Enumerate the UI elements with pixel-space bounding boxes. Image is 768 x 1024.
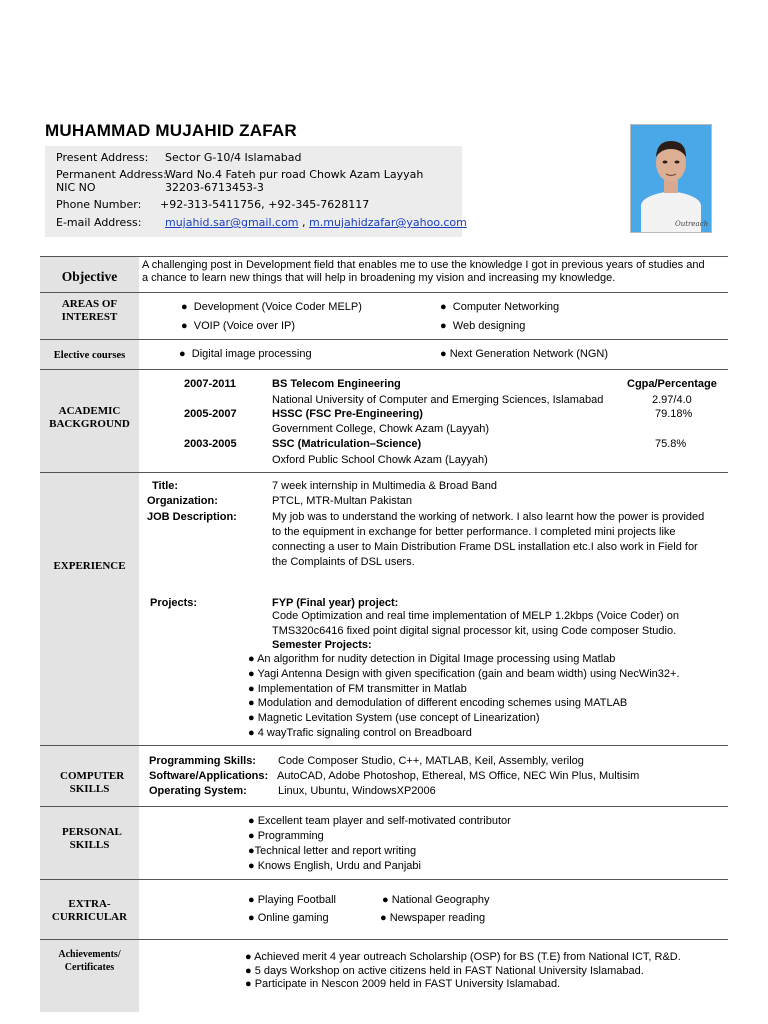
interest-item: ● Development (Voice Coder MELP): [181, 301, 362, 313]
divider: [40, 256, 728, 257]
present-address-label: Present Address:: [56, 151, 149, 164]
personal-skill: ●Technical letter and report writing: [248, 845, 417, 857]
skill-label: Operating System:: [149, 785, 247, 797]
academic-years: 2005-2007: [184, 408, 237, 420]
personal-skill: ● Knows English, Urdu and Panjabi: [248, 860, 421, 872]
semester-project: ● Modulation and demodulation of different encoding schemes using MATLAB: [248, 697, 628, 709]
academic-institute: Government College, Chowk Azam (Layyah): [272, 423, 490, 435]
divider: [40, 339, 728, 340]
phone-number: +92-313-5411756, +92-345-7628117: [160, 198, 370, 211]
achievement-item: ● 5 days Workshop on active citizens held in FAST National University Islamabad.: [245, 965, 644, 977]
email-link-gmail[interactable]: mujahid.sar@gmail.com: [165, 216, 299, 229]
exp-job-line: My job was to understand the working of network. I also learnt how the power is provided: [272, 511, 705, 523]
academic-score: 75.8%: [655, 438, 687, 450]
section-extra-curricular: EXTRA-CURRICULAR: [51, 898, 128, 923]
elective-item: ● Next Generation Network (NGN): [440, 348, 609, 360]
skill-label: Programming Skills:: [149, 755, 256, 767]
exp-job-line: connecting a user to Main Distribution Frame DSL installation etc.I also work in Field for: [272, 541, 698, 553]
divider: [40, 292, 728, 293]
skill-label: Software/Applications:: [149, 770, 269, 782]
section-experience: EXPERIENCE: [53, 560, 126, 572]
fyp-title: FYP (Final year) project:: [272, 597, 399, 609]
achievement-item: ● Participate in Nescon 2009 held in FAST University Islamabad.: [245, 978, 561, 990]
interest-item: ● Computer Networking: [440, 301, 560, 313]
divider: [40, 939, 728, 940]
objective-line-1: A challenging post in Development field that enables me to use the knowledge I got in previous years of studies and: [142, 259, 705, 271]
interest-item: ● Web designing: [440, 320, 526, 332]
photo-shirt-logo: Outreach: [675, 220, 709, 228]
email-label: E-mail Address:: [56, 216, 142, 229]
academic-institute: National University of Computer and Emerging Sciences, Islamabad: [272, 394, 604, 406]
phone-label: Phone Number:: [56, 198, 142, 211]
semester-project: ● Yagi Antenna Design with given specification (gain and beam width) using NecWin32+.: [248, 668, 680, 680]
semester-project: ● Magnetic Levitation System (use concept of Linearization): [248, 712, 540, 724]
section-objective: Objective: [61, 269, 118, 284]
personal-skill: ● Programming: [248, 830, 324, 842]
achievement-item: ● Achieved merit 4 year outreach Scholarship (OSP) for BS (T.E) from National ICT, R&D.: [245, 951, 681, 963]
nic-label: NIC NO: [56, 181, 96, 194]
divider: [40, 472, 728, 473]
academic-years: 2007-2011: [184, 378, 236, 390]
permanent-address-label: Permanent Address:: [56, 168, 167, 181]
section-elective-courses: Elective courses: [53, 350, 126, 361]
elective-item: ● Digital image processing: [179, 348, 312, 360]
academic-degree: SSC (Matriculation–Science): [272, 438, 422, 450]
exp-title: 7 week internship in Multimedia & Broad Band: [272, 480, 498, 492]
exp-job-line: to the equipment in exchange for better performance. I completed mini projects like: [272, 526, 676, 538]
academic-degree: BS Telecom Engineering: [272, 378, 401, 390]
cgpa-header: Cgpa/Percentage: [627, 378, 717, 390]
candidate-name: MUHAMMAD MUJAHID ZAFAR: [45, 121, 297, 140]
academic-institute: Oxford Public School Chowk Azam (Layyah): [272, 454, 488, 466]
academic-score: 79.18%: [655, 408, 693, 420]
section-academic-background: ACADEMIC BACKGROUND: [49, 405, 130, 430]
fyp-line: Code Optimization and real time implementation of MELP 1.2kbps (Voice Coder) on: [272, 610, 680, 622]
divider: [40, 745, 728, 746]
section-achievements: Achievements/ Certificates: [58, 949, 121, 973]
email-link-yahoo[interactable]: m.mujahidzafar@yahoo.com: [309, 216, 467, 229]
fyp-line: TMS320c6416 fixed point digital signal processor kit, using Code composer Studio.: [272, 625, 677, 637]
extra-item: ● Online gaming: [248, 912, 329, 924]
exp-title-label: Title:: [152, 480, 179, 492]
profile-photo: [630, 124, 712, 233]
skill-value: AutoCAD, Adobe Photoshop, Ethereal, MS Office, NEC Win Plus, Multisim: [277, 770, 640, 782]
academic-score: 2.97/4.0: [652, 394, 692, 406]
academic-degree: HSSC (FSC Pre-Engineering): [272, 408, 423, 420]
semester-project: ● 4 wayTrafic signaling control on Breadboard: [248, 727, 472, 739]
permanent-address: Ward No.4 Fateh pur road Chowk Azam Layyah: [165, 168, 424, 181]
profile-photo-drawing: [631, 125, 711, 232]
divider: [40, 879, 728, 880]
semester-title: Semester Projects:: [272, 639, 372, 651]
personal-skill: ● Excellent team player and self-motivated contributor: [248, 815, 511, 827]
exp-job-line: the Complaints of DSL users.: [272, 556, 415, 568]
email-separator: ,: [298, 216, 310, 229]
extra-item: ● National Geography: [382, 894, 490, 906]
divider: [40, 369, 728, 370]
divider: [40, 806, 728, 807]
exp-org: PTCL, MTR-Multan Pakistan: [272, 495, 412, 507]
skill-value: Linux, Ubuntu, WindowsXP2006: [278, 785, 436, 797]
section-personal-skills: PERSONAL SKILLS: [62, 826, 122, 851]
academic-years: 2003-2005: [184, 438, 237, 450]
interest-item: ● VOIP (Voice over IP): [181, 320, 296, 332]
section-computer-skills: COMPUTER SKILLS: [60, 770, 125, 795]
nic-number: 32203-6713453-3: [165, 181, 264, 194]
extra-item: ● Playing Football: [248, 894, 336, 906]
section-areas-of-interest: AREAS OF INTEREST: [61, 298, 118, 323]
extra-item: ● Newspaper reading: [380, 912, 486, 924]
present-address: Sector G-10/4 Islamabad: [165, 151, 302, 164]
projects-label: Projects:: [150, 597, 198, 609]
exp-job-label: JOB Description:: [147, 511, 237, 523]
objective-line-2: a chance to learn new things that will help in broadening my vision and increasing my knowledge.: [142, 272, 616, 284]
semester-project: ● Implementation of FM transmitter in Matlab: [248, 683, 467, 695]
exp-org-label: Organization:: [147, 495, 218, 507]
semester-project: ● An algorithm for nudity detection in Digital Image processing using Matlab: [248, 653, 616, 665]
skill-value: Code Composer Studio, C++, MATLAB, Keil, Assembly, verilog: [278, 755, 584, 767]
